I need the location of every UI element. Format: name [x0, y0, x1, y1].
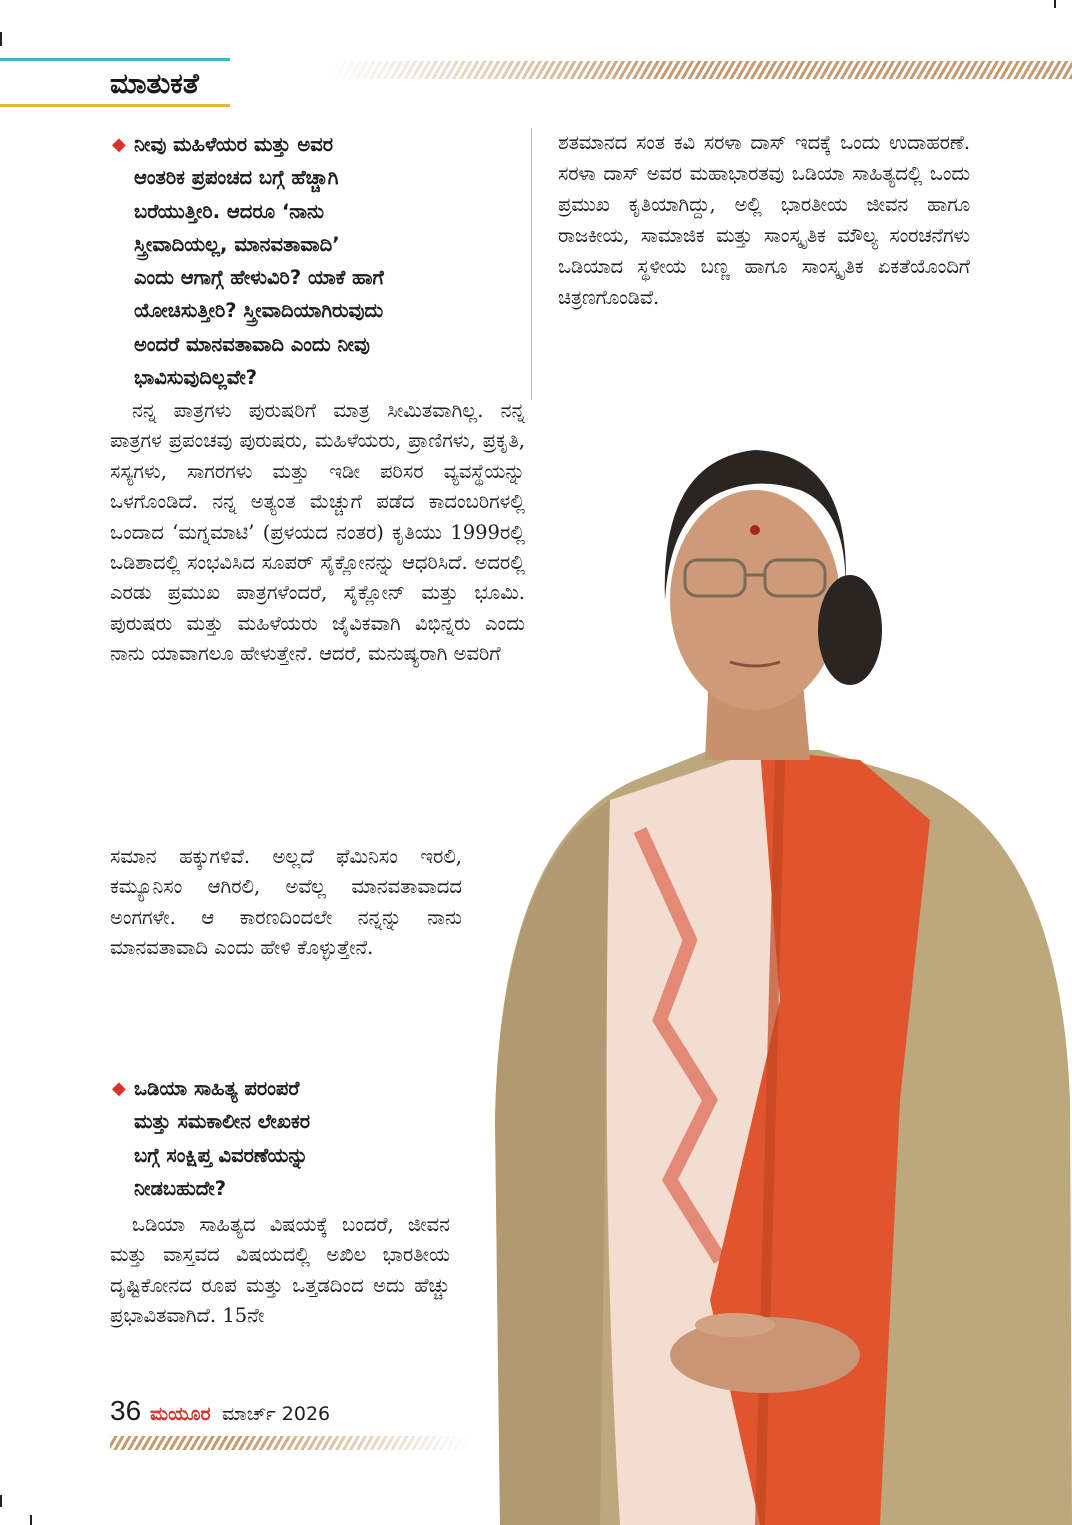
header-rule-top — [0, 58, 230, 61]
footer-hatch-ornament — [110, 1436, 470, 1450]
question-line: ಎಂದು ಆಗಾಗ್ಗೆ ಹೇಳುವಿರಿ? ಯಾಕೆ ಹಾಗೆ — [134, 266, 384, 290]
question-line: ಬರೆಯುತ್ತೀರಿ. ಆದರೂ ‘ನಾನು — [134, 199, 325, 223]
question-line: ಸ್ತ್ರೀವಾದಿಯಲ್ಲ, ಮಾನವತಾವಾದಿ’ — [134, 232, 340, 256]
header-hatch-ornament — [330, 61, 1072, 79]
question-line: ಯೋಚಿಸುತ್ತೀರಿ? ಸ್ತ್ರೀವಾದಿಯಾಗಿರುವುದು — [134, 299, 384, 323]
answer-1-wide: ನನ್ನ ಪಾತ್ರಗಳು ಪುರುಷರಿಗೆ ಮಾತ್ರ ಸೀಮಿತವಾಗಿಲ್ಲ. ನನ್ನ ಪಾತ್ರಗಳ ಪ್ರಪಂಚವು ಪುರುಷರು, ಮಹಿಳೆಯರು, ಪ್ರಾಣಿಗಳು, ಪ್ರಕೃತಿ, ಸಸ್ಯಗಳು, ಸಾಗರಗಳು ಮತ್ತು ಇಡೀ ಪರಿಸರ ವ್ಯವಸ್ಥೆಯನ್ನು ಒಳಗೊಂಡಿದೆ. ನನ್ನ ಅತ್ಯಂತ ಮೆಚ್ಚುಗೆ ಪಡೆದ ಕಾದಂಬರಿಗಳಲ್ಲಿ ಒಂದಾದ ‘ಮಗ್ನಮಾಟಿ’ (ಪ್ರಳಯದ ನಂತರ) ಕೃತಿಯು 1999ರಲ್ಲಿ ಒಡಿಶಾದಲ್ಲಿ ಸಂಭವಿಸಿದ ಸೂಪರ್ ಸೈಕ್ಲೋನನ್ನು ಆಧರಿಸಿದೆ. ಅದರಲ್ಲಿ ಎರಡು ಪ್ರಮುಖ ಪಾತ್ರಗಳೆಂದರೆ, ಸೈಕ್ಲೋನ್ ಮತ್ತು ಭೂಮಿ. ಪುರುಷರು ಮತ್ತು ಮಹಿಳೆಯರು ಜೈವಿಕವಾಗಿ ವಿಭಿನ್ನರು ಎಂದು ನಾನು ಯಾವಾಗಲೂ ಹೇಳುತ್ತೇನೆ. ಆದರೆ, ಮನುಷ್ಯರಾಗಿ ಅವರಿಗೆ — [110, 399, 525, 666]
section-title: ಮಾತುಕತೆ — [110, 67, 199, 100]
column-divider — [531, 128, 532, 400]
question-2 — [112, 1072, 464, 1205]
answer-1-narrow: ಸಮಾನ ಹಕ್ಕುಗಳಿವೆ. ಅಲ್ಲದೆ ಫೆಮಿನಿಸಂ ಇರಲಿ, ಕಮ್ಯೂನಿಸಂ ಆಗಿರಲಿ, ಅವೆಲ್ಲ ಮಾನವತಾವಾದದ ಅಂಗಗಳೇ. ಆ ಕಾರಣದಿಂದಲೇ ನನ್ನನ್ನು ನಾನು ಮಾನವತಾವಾದಿ ಎಂದು ಹೇಳಿ ಕೊಳ್ಳುತ್ತೇನೆ. — [110, 845, 462, 960]
crop-mark — [0, 1495, 2, 1507]
diamond-bullet-icon: ◆ — [112, 1078, 126, 1099]
crop-mark — [30, 1515, 32, 1525]
right-column-text: ಶತಮಾನದ ಸಂತ ಕವಿ ಸರಳಾ ದಾಸ್ ಇದಕ್ಕೆ ಒಂದು ಉದಾಹರಣೆ. ಸರಳಾ ದಾಸ್ ಅವರ ಮಹಾಭಾರತವು ಒಡಿಯಾ ಸಾಹಿತ್ಯದಲ್ಲಿ ಒಂದು ಪ್ರಮುಖ ಕೃತಿಯಾಗಿದ್ದು, ಅಲ್ಲಿ ಭಾರತೀಯ ಜೀವನ ಹಾಗೂ ರಾಜಕೀಯ, ಸಾಮಾಜಿಕ ಮತ್ತು ಸಾಂಸ್ಕೃತಿಕ ಮೌಲ್ಯ ಸಂರಚನೆಗಳು ಒಡಿಯಾದ ಸ್ಥಳೀಯ ಬಣ್ಣ ಹಾಗೂ ಸಾಂಸ್ಕೃತಿಕ ಏಕತೆಯೊಂದಿಗೆ ಚಿತ್ರಣಗೊಂಡಿವೆ. — [558, 131, 970, 309]
cardigan-shade — [495, 800, 610, 1525]
answer-2: ಒಡಿಯಾ ಸಾಹಿತ್ಯದ ವಿಷಯಕ್ಕೆ ಬಂದರೆ, ಜೀವನ ಮತ್ತು ವಾಸ್ತವದ ವಿಷಯದಲ್ಲಿ ಅಖಿಲ ಭಾರತೀಯ ದೃಷ್ಟಿಕೋನದ ರೂಪ ಮತ್ತು ಒತ್ತಡದಿಂದ ಅದು ಹೆಚ್ಚು ಪ್ರಭಾವಿತವಾಗಿದೆ. 15ನೇ — [110, 1213, 450, 1328]
question-1 — [112, 128, 524, 394]
author-portrait — [460, 400, 1072, 1525]
crop-mark — [1054, 0, 1056, 8]
question-line: ಭಾವಿಸುವುದಿಲ್ಲವೇ? — [134, 366, 258, 390]
magazine-name: ಮಯೂರ — [150, 1403, 211, 1425]
question-line: ಮತ್ತು ಸಮಕಾಲೀನ ಲೇಖಕರ — [134, 1110, 311, 1134]
page-number: 36 — [110, 1395, 142, 1426]
question-line: ಆಂತರಿಕ ಪ್ರಪಂಚದ ಬಗ್ಗೆ ಹೆಚ್ಚಾಗಿ — [134, 166, 339, 190]
issue-date: ಮಾರ್ಚ್ 2026 — [222, 1403, 331, 1425]
question-line: ಅಂದರೆ ಮಾನವತಾವಾದಿ ಎಂದು ನೀವು — [134, 332, 370, 356]
face — [670, 490, 840, 710]
question-line: ಒಡಿಯಾ ಸಾಹಿತ್ಯ ಪರಂಪರೆ — [134, 1077, 300, 1100]
question-line: ನೀಡಬಹುದೇ? — [134, 1176, 227, 1200]
diamond-bullet-icon: ◆ — [112, 134, 126, 155]
question-line: ಬಗ್ಗೆ ಸಂಕ್ಷಿಪ್ತ ವಿವರಣೆಯನ್ನು — [134, 1143, 309, 1167]
crop-mark — [0, 32, 2, 46]
question-line: ನೀವು ಮಹಿಳೆಯರ ಮತ್ತು ಅವರ — [134, 133, 334, 156]
header-rule-bottom — [0, 104, 230, 107]
